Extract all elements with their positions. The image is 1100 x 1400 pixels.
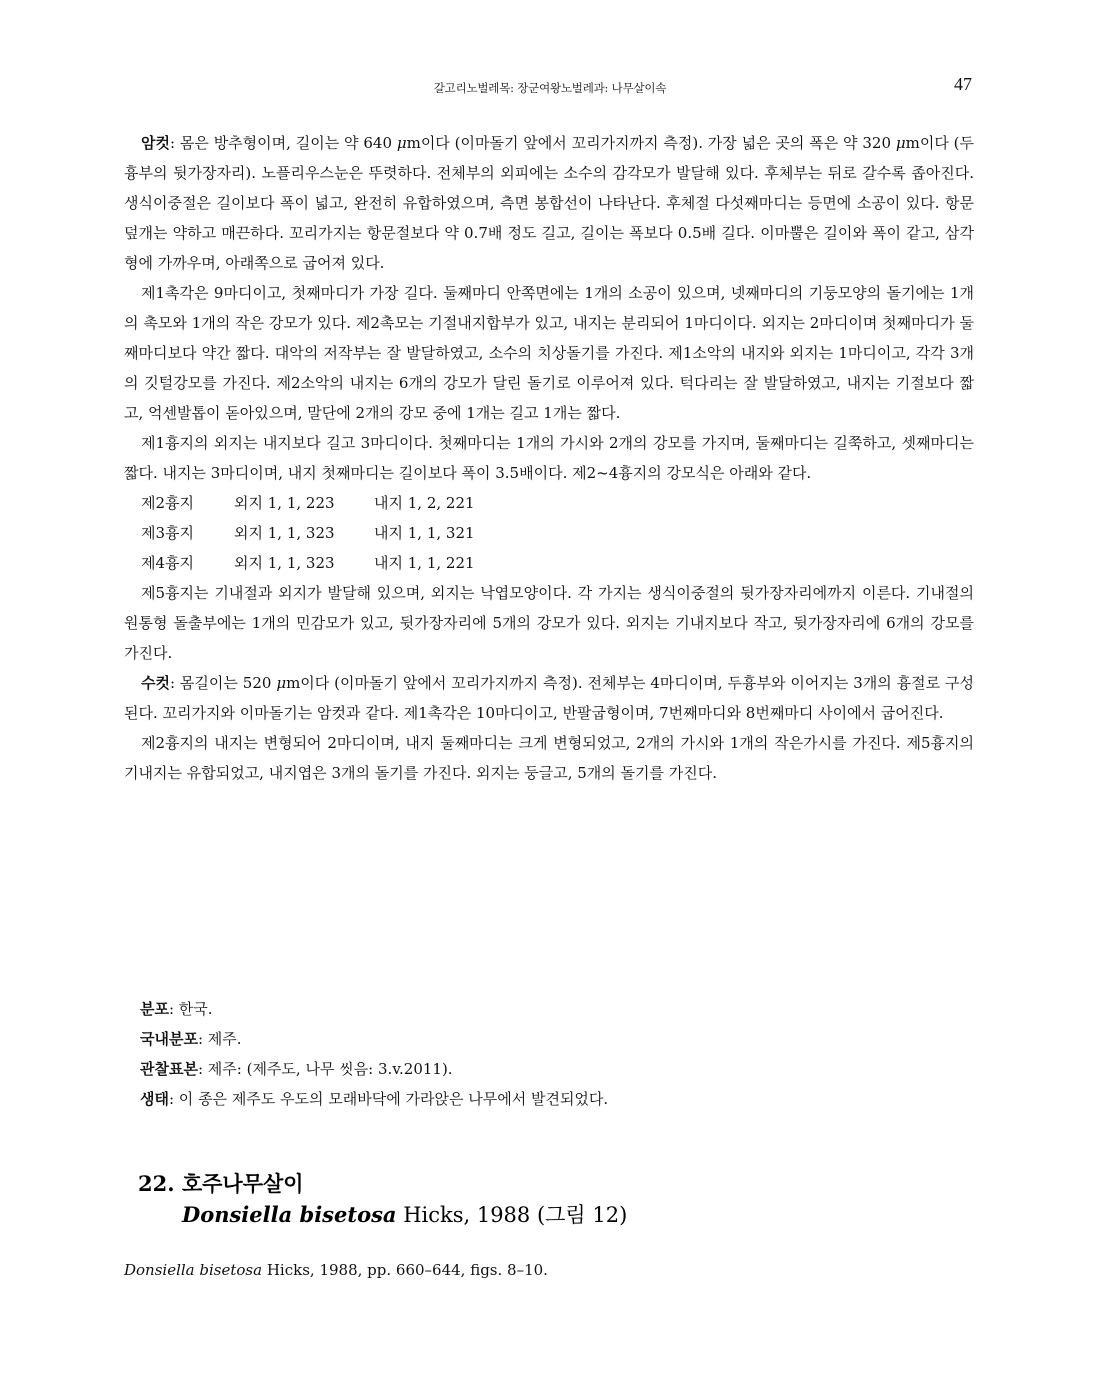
citation: [124, 1258, 548, 1282]
ecology-row: [140, 1084, 974, 1114]
ecology-value: : 이 종은 제주도 우도의 모래바닥에 가라앉은 나무에서 발견되었다.: [168, 1090, 609, 1108]
material-row: [140, 1054, 974, 1084]
species-authority: Hicks, 1988 (그림 12): [396, 1203, 628, 1227]
endopod-formula: 내지 1, 2, 221: [374, 494, 475, 512]
female-text-b: m이다 (이마돌기 앞에서 꼬리가지까지 측정). 가장 넓은 곳의 폭은 약 320: [406, 134, 896, 152]
setal-formula-row: [124, 518, 974, 548]
korea-distribution-value: : 제주.: [197, 1030, 242, 1048]
species-korean-name: 호주나무살이: [181, 1171, 304, 1196]
species-heading: [138, 1168, 627, 1231]
female-description: [124, 128, 974, 278]
male-leg-paragraph: 제2흉지의 내지는 변형되어 2마디이며, 내지 둘째마디는 크게 변형되었고, 2개의 가시와 1개의 작은가시를 가진다. 제5흉지의 기내지는 유합되었고, 내지엽은 3개의 돌기를 가진다. 외지는 둥글고, 5개의 돌기를 가진다.: [124, 734, 974, 782]
species-binomial: Donsiella bisetosa: [182, 1202, 397, 1227]
ecology-label: 생태: [140, 1090, 169, 1108]
leg-name: 제3흉지: [141, 524, 195, 542]
female-label: 암컷: [141, 134, 170, 152]
fifth-leg-paragraph: 제5흉지는 기내절과 외지가 발달해 있으며, 외지는 낙엽모양이다. 각 가지는 생식이중절의 뒷가장자리에까지 이른다. 기내절의 원통형 돌출부에는 1개의 민감모가 있고, 뒷가장자리에 5개의 강모가 있다. 외지는 기내지보다 작고, 뒷가장자리에 6개의 강모를 가진다.: [124, 584, 974, 662]
page-number: 47: [954, 74, 972, 94]
micro-symbol: μ: [276, 674, 287, 692]
material-value: : 제주: (제주도, 나무 씻음: 3.v.2011).: [197, 1060, 453, 1078]
description-text: [124, 128, 974, 788]
female-text-c: m이다 (두흉부의 뒷가장자리). 노플리우스눈은 뚜렷하다. 전체부의 외피에는 소수의 감각모가 발달해 있다. 후체부는 뒤로 갈수록 좁아진다. 생식이중절은 길이보다 폭이 넓고, 완전히 유합하였으며, 측면 봉합선이 나타난다. 후체절 다섯째마디는 등면에 소공이 있다. 항문덮개는 약하고 매끈하다. 꼬리가지는 항문절보다 약 0.7배 정도 길고, 길이는 폭보다 0.5배 길다. 이마뿔은 길이와 폭이 같고, 삼각형에 가까우며, 아래쪽으로 굽어져 있다.: [124, 134, 974, 272]
species-number: 22.: [138, 1171, 175, 1196]
setal-formula-row: [124, 548, 974, 578]
species-binomial-line: [138, 1199, 627, 1231]
material-label: 관찰표본: [140, 1060, 198, 1078]
micro-symbol: μ: [396, 134, 407, 152]
species-title-line: [138, 1168, 627, 1199]
distribution-section: [140, 994, 974, 1114]
citation-name: Donsiella bisetosa: [124, 1261, 263, 1279]
distribution-row: [140, 994, 974, 1024]
male-text-b: m이다 (이마돌기 앞에서 꼬리가지까지 측정). 전체부는 4마디이며, 두흉부와 이어지는 3개의 흉절로 구성된다. 꼬리가지와 이마돌기는 암컷과 같다. 제1촉각은 10마디이고, 반팔굽형이며, 7번째마디와 8번째마디 사이에서 굽어진다.: [124, 674, 975, 722]
endopod-formula: 내지 1, 1, 321: [374, 524, 475, 542]
female-text-a: : 몸은 방추형이며, 길이는 약 640: [169, 134, 397, 152]
micro-symbol: μ: [895, 134, 906, 152]
korea-distribution-row: [140, 1024, 974, 1054]
exopod-formula: 외지 1, 1, 323: [234, 554, 335, 572]
setal-formula-table: [124, 488, 974, 578]
exopod-formula: 외지 1, 1, 223: [234, 494, 335, 512]
leg-paragraph: 제1흉지의 외지는 내지보다 길고 3마디이다. 첫째마디는 1개의 가시와 2개의 강모를 가지며, 둘째마디는 길쭉하고, 셋째마디는 짧다. 내지는 3마디이며, 내지 첫째마디는 길이보다 폭이 3.5배이다. 제2~4흉지의 강모식은 아래와 같다.: [124, 434, 974, 482]
exopod-formula: 외지 1, 1, 323: [234, 524, 335, 542]
distribution-label: 분포: [140, 1000, 169, 1018]
korea-distribution-label: 국내분포: [140, 1030, 198, 1048]
leg-name: 제4흉지: [141, 554, 195, 572]
male-label: 수컷: [141, 674, 170, 692]
male-description: [124, 668, 974, 728]
leg-name: 제2흉지: [141, 494, 195, 512]
male-text-a: : 몸길이는 520: [169, 674, 277, 692]
setal-formula-row: [124, 488, 974, 518]
citation-reference: Hicks, 1988, pp. 660–644, figs. 8–10.: [262, 1261, 548, 1279]
antenna-paragraph: 제1촉각은 9마디이고, 첫째마디가 가장 길다. 둘째마디 안쪽면에는 1개의 소공이 있으며, 넷째마디의 기둥모양의 돌기에는 1개의 촉모와 1개의 작은 강모가 있다. 제2촉모는 기절내지합부가 있고, 내지는 분리되어 1마디이다. 외지는 2마디이며 첫째마디가 둘째마디보다 약간 짧다. 대악의 저작부는 잘 발달하였고, 소수의 치상돌기를 가진다. 제1소악의 내지와 외지는 1마디이고, 각각 3개의 깃털강모를 가진다. 제2소악의 내지는 6개의 강모가 달린 돌기로 이루어져 있다. 턱다리는 잘 발달하였고, 내지는 기절보다 짧고, 억센발톱이 돋아있으며, 말단에 2개의 강모 중에 1개는 길고 1개는 짧다.: [124, 284, 974, 422]
endopod-formula: 내지 1, 1, 221: [374, 554, 475, 572]
distribution-value: : 한국.: [168, 1000, 213, 1018]
running-head: 갈고리노벌레목: 장군여왕노벌레과: 나무살이속: [433, 81, 667, 95]
